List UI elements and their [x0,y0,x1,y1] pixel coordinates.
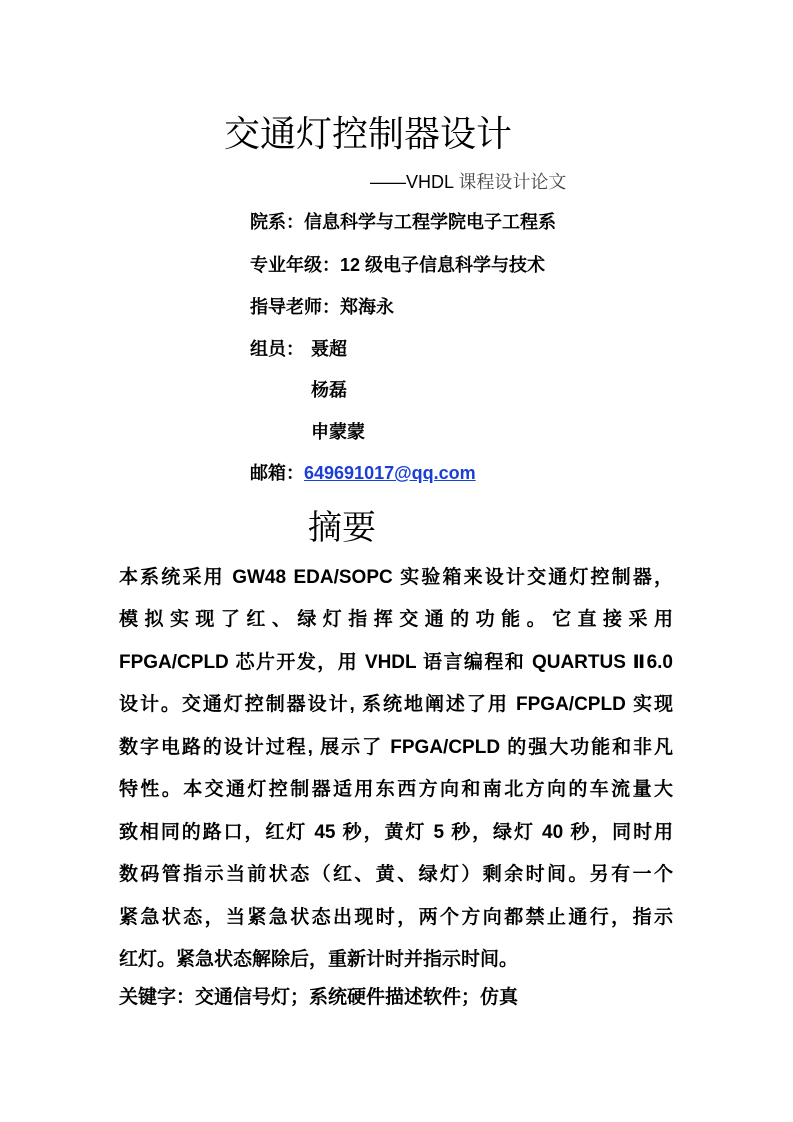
abstract-line: 模拟实现了红、绿灯指挥交通的功能。它直接采用 [119,609,673,630]
member-name: 杨磊 [311,380,347,400]
abstract-line: 设计。交通灯控制器设计, 系统地阐述了用 FPGA/CPLD 实现 [119,694,673,715]
abstract-line: 紧急状态，当紧急状态出现时，两个方向都禁止通行，指示 [119,907,673,928]
email-line [250,459,476,485]
email-label: 邮箱： [250,463,304,483]
abstract-line: 特性。本交通灯控制器适用东西方向和南北方向的车流量大 [119,779,673,800]
keywords-line: 关键字：交通信号灯；系统硬件描述软件；仿真 [119,987,519,1008]
document-subtitle [370,168,566,194]
major-line: 专业年级：12 级电子信息科学与技术 [250,255,546,275]
email-link[interactable]: 649691017@qq.com [304,463,476,483]
abstract-heading: 摘要 [308,509,376,547]
department-line: 院系：信息科学与工程学院电子工程系 [250,212,556,232]
advisor-line: 指导老师：郑海永 [250,297,394,317]
document-title: 交通灯控制器设计 [224,113,513,154]
abstract-line: 数码管指示当前状态（红、黄、绿灯）剩余时间。另有一个 [119,864,673,885]
abstract-line: 红灯。紧急状态解除后，重新计时并指示时间。 [119,949,519,970]
abstract-line: 本系统采用 GW48 EDA/SOPC 实验箱来设计交通灯控制器， [119,567,673,588]
abstract-line: 数字电路的设计过程, 展示了 FPGA/CPLD 的强大功能和非凡 [119,737,673,758]
member-name: 聂超 [311,339,347,359]
abstract-line: FPGA/CPLD 芯片开发，用 VHDL 语言编程和 QUARTUS Ⅱ6.0 [119,652,673,673]
members-label: 组员： [250,339,304,359]
abstract-line: 致相同的路口，红灯 45 秒，黄灯 5 秒，绿灯 40 秒，同时用 [119,822,673,843]
subtitle-text: 课程设计论文 [453,172,567,192]
subtitle-prefix: ——VHDL [370,172,454,192]
member-name: 申蒙蒙 [311,422,365,442]
